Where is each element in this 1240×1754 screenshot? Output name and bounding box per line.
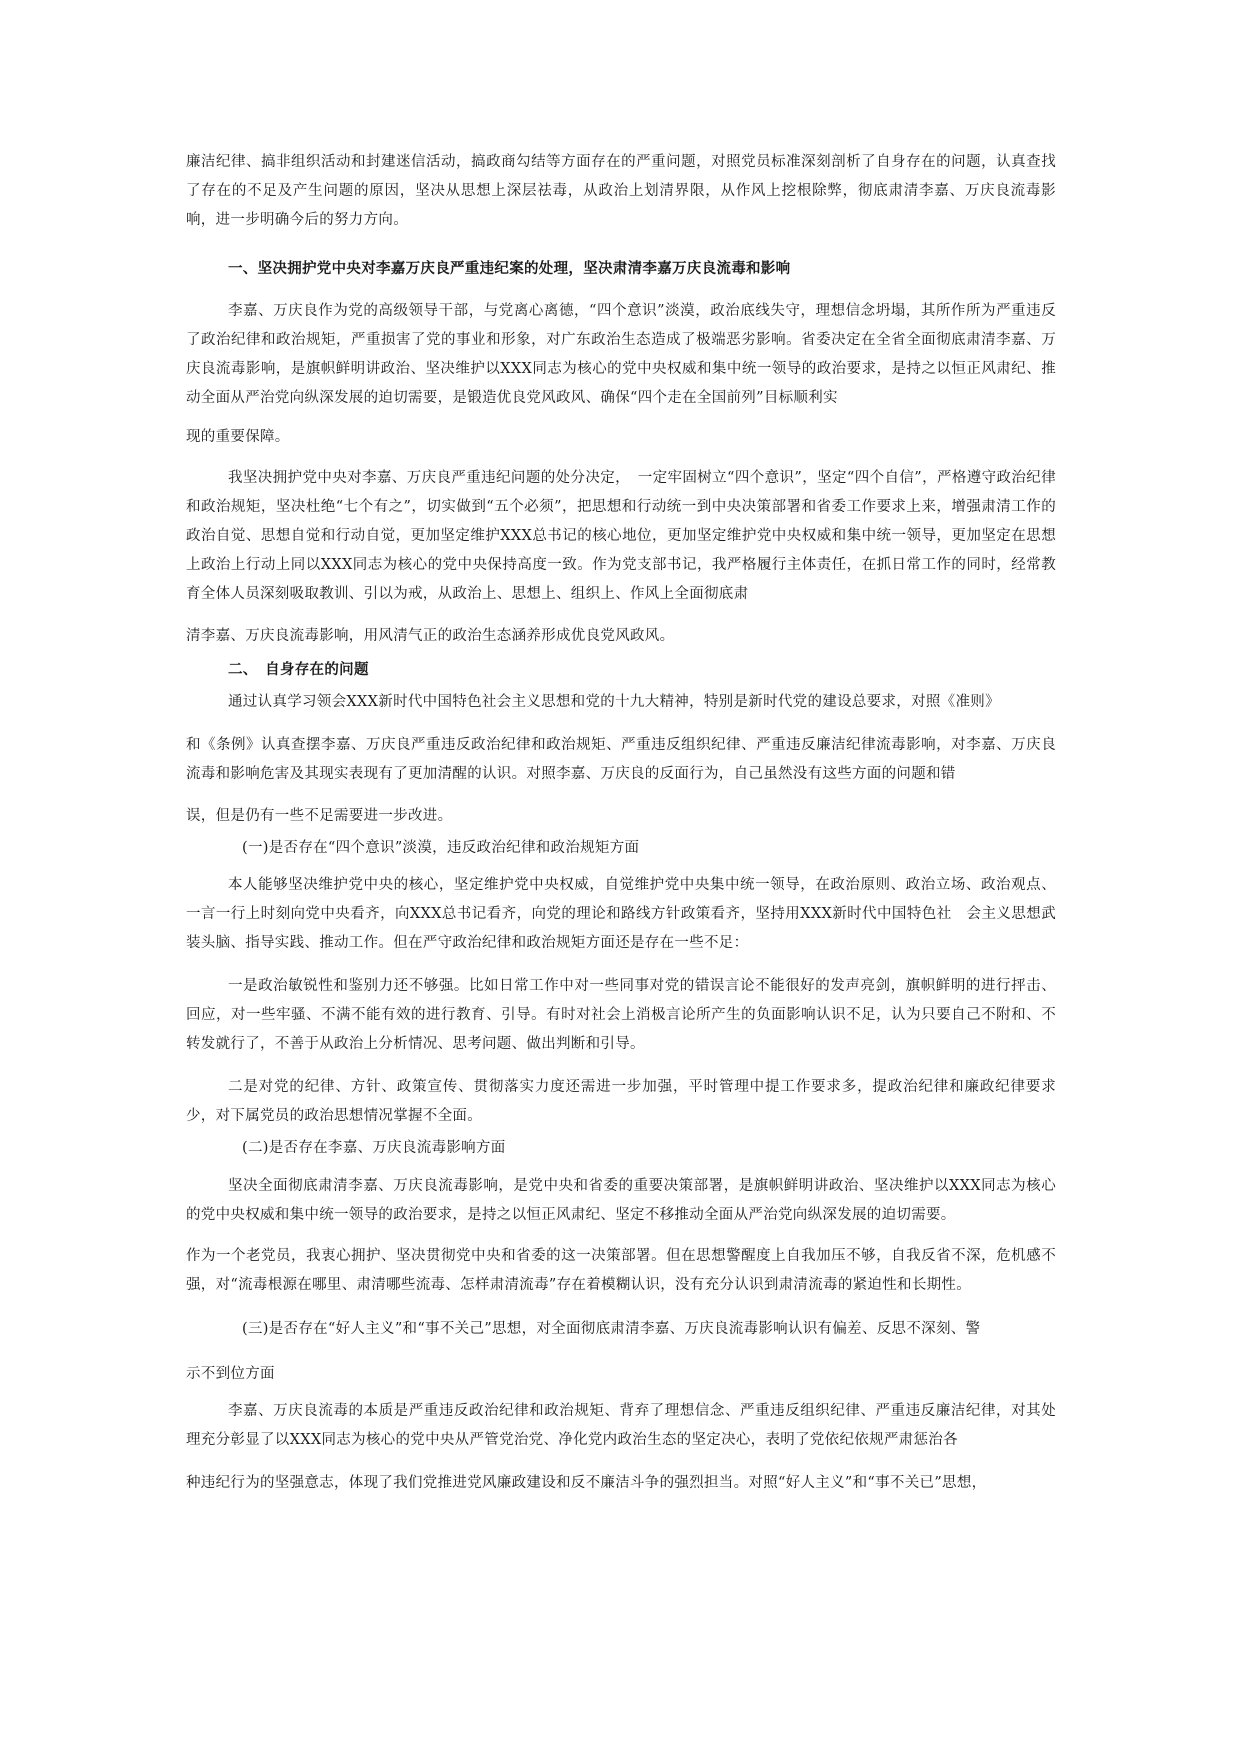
section-2-paragraph-1-b: 和《条例》认真查摆李嘉、万庆良严重违反政治纪律和政治规矩、严重违反组织纪律、严重违反廉洁纪律流毒影响，对李嘉、万庆良流毒和影响危害及其现实表现有了更加清醒的认识。对照李嘉、万庆良的反面行为，自己虽然没有这些方面的问题和错 (186, 737, 1056, 782)
section-1-paragraph-1: 李嘉、万庆良作为党的高级领导干部，与党离心离德，“四个意识”淡漠，政治底线失守，理想信念坍塌，其所作所为严重违反了政治纪律和政治规矩，严重损害了党的事业和形象，对广东政治生态造成了极端恶劣影响。省委决定在全省全面彻底肃清李嘉、万庆良流毒影响，是旗帜鲜明讲政治、坚决维护以XXX同志为核心的党中央权威和集中统一领导的政治要求，是持之以恒正风肃纪、推动全面从严治党向纵深发展的迫切需要，是锻造优良党风政风、确保“四个走在全国前列”目标顺利实 (186, 303, 1056, 406)
subheading-3-end: 示不到位方面 (186, 1366, 275, 1382)
subsection-3-paragraph-1-end: 种违纪行为的坚强意志，体现了我们党推进党风廉政建设和反不廉洁斗争的强烈担当。对照“好人主义”和“事不关已”思想， (186, 1475, 987, 1491)
subheading-1: (一)是否存在“四个意识”淡漠，违反政治纪律和政治规矩方面 (242, 840, 640, 856)
subsection-1-paragraph-1: 本人能够坚决维护党中央的核心，坚定维护党中央权威，自觉维护党中央集中统一领导，在政治原则、政治立场、政治观点、 一言一行上时刻向党中央看齐，向XXX总书记看齐，向党的理论和路线方针政策看齐，坚持用XXX新时代中国特色社 会主义思想武装头脑、指导实践、推动工作。但在严守政治纪律和政治规矩方面还是存在一些不足： (186, 877, 1056, 951)
section-heading-2: 二、 自身存在的问题 (228, 661, 369, 678)
subsection-2-paragraph-2: 作为一个老党员，我衷心拥护、坚决贯彻党中央和省委的这一决策部署。但在思想警醒度上自我加压不够，自我反省不深，危机感不强，对“流毒根源在哪里、肃清哪些流毒、怎样肃清流毒”存在着模糊认识，没有充分认识到肃清流毒的紧迫性和长期性。 (186, 1248, 1056, 1293)
subsection-1-paragraph-3: 二是对党的纪律、方针、政策宣传、贯彻落实力度还需进一步加强，平时管理中提工作要求多，提政治纪律和廉政纪律要求少，对下属党员的政治思想情况掌握不全面。 (186, 1079, 1056, 1124)
section-1-paragraph-1-end: 现的重要保障。 (186, 429, 290, 445)
section-1-paragraph-2-end: 清李嘉、万庆良流毒影响，用风清气正的政治生态涵养形成优良党风政风。 (186, 628, 675, 644)
subheading-2: (二)是否存在李嘉、万庆良流毒影响方面 (242, 1140, 506, 1156)
section-2-paragraph-1-c: 误，但是仍有一些不足需要进一步改进。 (186, 808, 453, 824)
section-2-paragraph-1: 通过认真学习领会XXX新时代中国特色社会主义思想和党的十九大精神，特别是新时代党的建设总要求，对照《准则》 (228, 694, 1000, 710)
section-1-paragraph-2: 我坚决拥护党中央对李嘉、万庆良严重违纪问题的处分决定， 一定牢固树立“四个意识”，坚定“四个自信”，严格遵守政治纪律和政治规矩，坚决杜绝“七个有之”，切实做到“五个必须”，把思想和行动统一到中央决策部署和省委工作要求上来，增强肃清工作的政治自觉、思想自觉和行动自觉，更加坚定维护XXX总书记的核心地位，更加坚定维护党中央权威和集中统一领导，更加坚定在思想上政治上行动上同以XXX同志为核心的党中央保持高度一致。作为党支部书记，我严格履行主体责任，在抓日常工作的同时，经常教育全体人员深刻吸取教训、引以为戒，从政治上、思想上、组织上、作风上全面彻底肃 (186, 470, 1056, 602)
subsection-2-paragraph-1: 坚决全面彻底肃清李嘉、万庆良流毒影响，是党中央和省委的重要决策部署，是旗帜鲜明讲政治、坚决维护以XXX同志为核心的党中央权威和集中统一领导的政治要求，是持之以恒正风肃纪、坚定不移推动全面从严治党向纵深发展的迫切需要。 (186, 1178, 1056, 1223)
intro-paragraph: 廉洁纪律、搞非组织活动和封建迷信活动，搞政商勾结等方面存在的严重问题，对照党员标准深刻剖析了自身存在的问题，认真查找了存在的不足及产生问题的原因，坚决从思想上深层祛毒，从政治上划清界限，从作风上挖根除弊，彻底肃清李嘉、万庆良流毒影响，进一步明确今后的努力方向。 (186, 154, 1056, 228)
document-body (186, 148, 1056, 1498)
subsection-3-paragraph-1: 李嘉、万庆良流毒的本质是严重违反政治纪律和政治规矩、背弃了理想信念、严重违反组织纪律、严重违反廉洁纪律，对其处理充分彰显了以XXX同志为核心的党中央从严管党治党、净化党内政治生态的坚定决心，表明了党依纪依规严肃惩治各 (186, 1403, 1056, 1448)
section-heading-1: 一、坚决拥护党中央对李嘉万庆良严重违纪案的处理，坚决肃清李嘉万庆良流毒和影响 (228, 260, 791, 277)
subsection-1-paragraph-2: 一是政治敏锐性和鉴别力还不够强。比如日常工作中对一些同事对党的错误言论不能很好的发声亮剑，旗帜鲜明的进行抨击、回应，对一些牢骚、不满不能有效的进行教育、引导。有时对社会上消极言论所产生的负面影响认识不足，认为只要自己不附和、不转发就行了，不善于从政治上分析情况、思考问题、做出判断和引导。 (186, 978, 1056, 1052)
subheading-3: (三)是否存在“好人主义”和“事不关己”思想，对全面彻底肃清李嘉、万庆良流毒影响认识有偏差、反思不深刻、警 (242, 1321, 981, 1337)
